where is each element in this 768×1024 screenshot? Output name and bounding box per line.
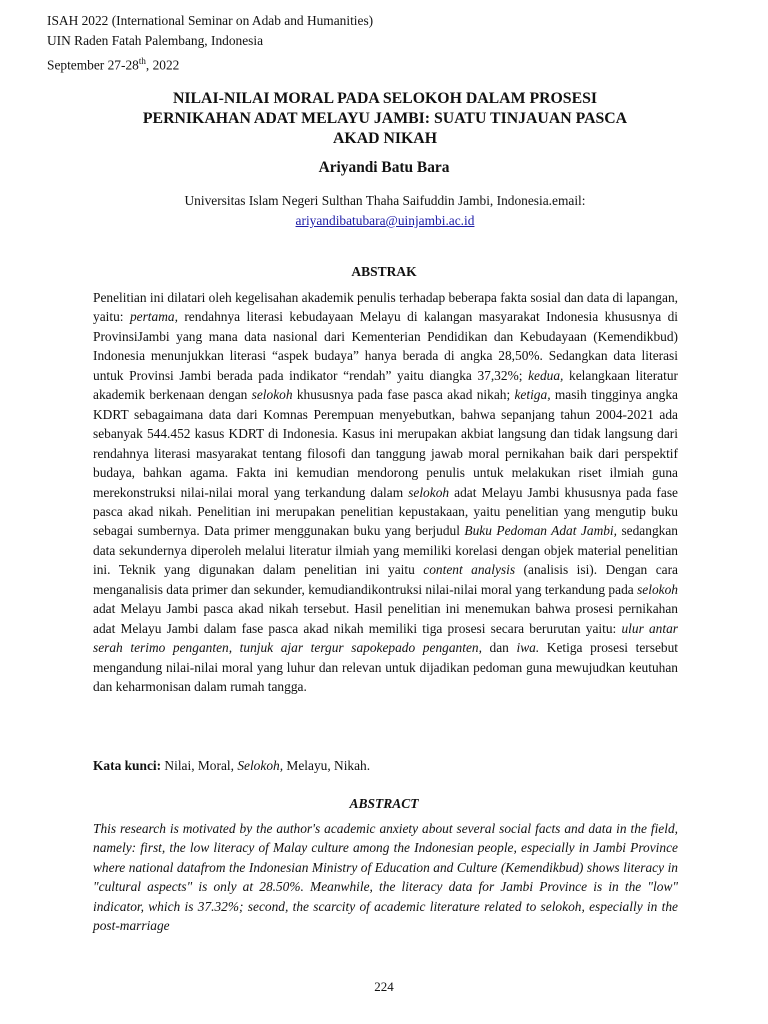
conference-header <box>47 11 373 75</box>
affiliation-text: Universitas Islam Negeri Sulthan Thaha Saifuddin Jambi, Indonesia.email: <box>184 193 586 208</box>
keywords-label: Kata kunci: <box>93 758 162 773</box>
author-name: Ariyandi Batu Bara <box>318 159 450 176</box>
page-number: 224 <box>374 979 394 994</box>
author-email-link[interactable]: ariyandibatubara@uinjambi.ac.id <box>295 213 475 228</box>
header-venue: UIN Raden Fatah Palembang, Indonesia <box>47 33 264 48</box>
keywords: Kata kunci: Nilai, Moral, Selokoh, Melayu, Nikah. <box>93 758 371 773</box>
abstract-heading: ABSTRACT <box>349 796 419 811</box>
abstract-paragraph: This research is motivated by the author's academic anxiety about several social facts and data in the field, namely: first, the low literacy of Malay culture among the Indonesian people, especially in Jambi Province where national datafrom the Indonesian Ministry of Education and Culture (Kemendikbud) shows literacy in "cultural aspects" is only at 28.50%. Meanwhile, the literacy data for Jambi Province is in the "low" indicator, which is 37.32%; second, the scarcity of academic literature related to selokoh, especially in the post-marriage <box>93 821 678 934</box>
paper-title: NILAI-NILAI MORAL PADA SELOKOH DALAM PROSESI PERNIKAHAN ADAT MELAYU JAMBI: SUATU TINJAUAN PASCA AKAD NIKAH <box>142 90 628 147</box>
header-date: September 27-28th, 2022 <box>47 56 180 73</box>
abstrak-paragraph: Penelitian ini dilatari oleh kegelisahan akademik penulis terhadap beberapa fakta sosial dan data di lapangan, yaitu: pertama, rendahnya literasi kebudayaan Melayu di kalangan masyarakat Indonesia khususnya di ProvinsiJambi yang mana data nasional dari Kementerian Pendidikan dan Kebudayaan (Kemendikbud) Indonesia menunjukkan literasi “aspek budaya” hanya berada di angka 28,50%. Sedangkan data literasi untuk Provinsi Jambi berada pada indikator “rendah” yaitu diangka 37,32%; kedua, kelangkaan literatur akademik berkenaan dengan selokoh khususnya pada fase pasca akad nikah; ketiga, masih tingginya angka KDRT sebagaimana data dari Komnas Perempuan menyebutkan, bahwa sepanjang tahun 2004-2021 ada sebanyak 544.452 kasus KDRT di Indonesia. Kasus ini merupakan akbiat langsung dan tidak langsung dari rendahnya literasi masyarakat tentang filosofi dan tanggung jawab moral pernikahan baik dari perspektif budaya, bahkan agama. Fakta ini kemudian mendorong penulis untuk melakukan riset ilmiah guna merekonstruksi nilai-nilai moral yang terkandung dalam selokoh adat Melayu Jambi khususnya pada fase pasca akad nikah. Penelitian ini merupakan penelitian kepustakaan, yaitu penelitian yang mengutip buku sebagai sumbernya. Data primer menggunakan buku yang berjudul Buku Pedoman Adat Jambi, sedangkan data sekundernya diperoleh melalui literatur ilmiah yang memiliki korelasi dengan objek material penelitian ini. Teknik yang digunakan dalam penelitian ini yaitu content analysis (analisis isi). Dengan cara menganalisis data primer dan sekunder, kemudiandikontruksi nilai-nilai moral yang terkandung pada selokoh adat Melayu Jambi pasca akad nikah tersebut. Hasil penelitian ini menemukan bahwa prosesi pernikahan adat Melayu Jambi dalam fase pasca akad nikah memiliki tiga prosesi secara berurutan yaitu: ulur antar serah terimo penganten, tunjuk ajar tergur sapokepado penganten, dan iwa. Ketiga prosesi tersebut mengandung nilai-nilai moral yang luhur dan relevan untuk dijadikan pedoman guna mewujudkan keutuhan dan keharmonisan dalam rumah tangga. <box>93 290 679 695</box>
abstrak-heading: ABSTRAK <box>351 264 417 279</box>
header-conference-name: ISAH 2022 (International Seminar on Adab and Humanities) <box>47 13 374 28</box>
author-affiliation <box>60 191 710 231</box>
